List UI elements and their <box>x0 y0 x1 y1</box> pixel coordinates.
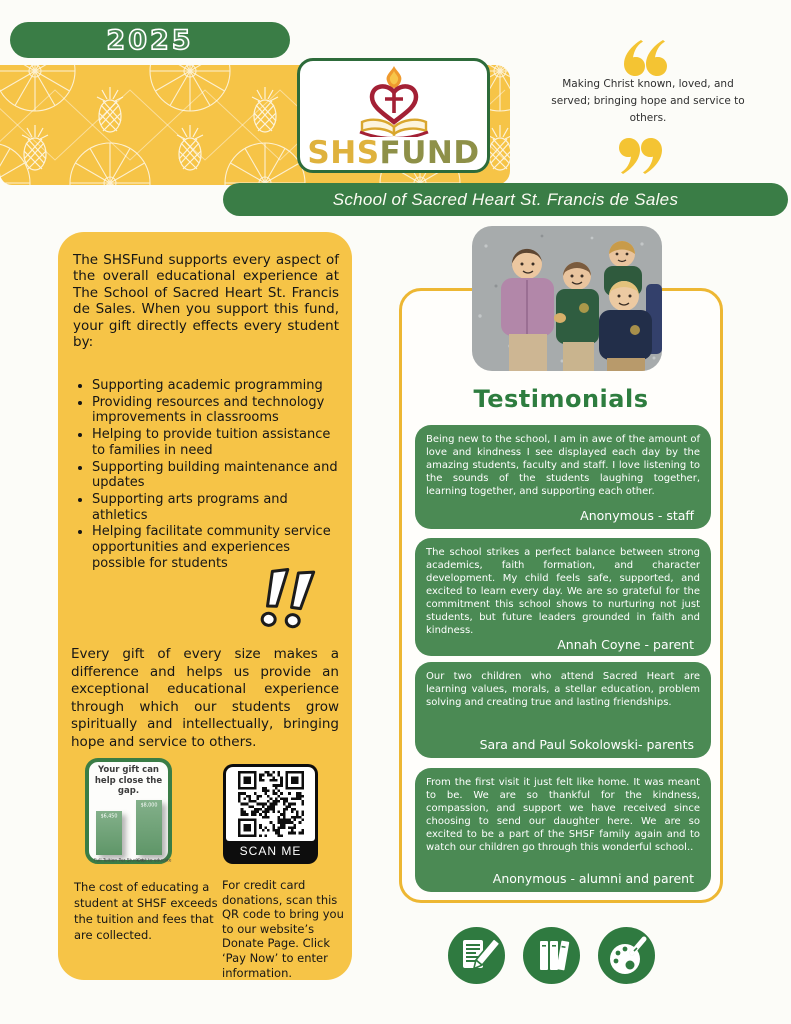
brand-wordmark <box>307 135 480 171</box>
testimonial-quote: The school strikes a perfect balance between strong academics, faith formation, and character development. My child feels safe, supported, and excited to learn every day. We are so grateful for the commitment this school shows to nurturing not just students, but future leaders grounded in faith and kindness. <box>426 547 700 636</box>
brand-fund: FUND <box>379 135 480 171</box>
list-item: • Supporting arts programs and athletics <box>92 492 340 523</box>
list-item: • Providing resources and technology improvements in classrooms <box>92 395 340 426</box>
year-text: 2025 <box>106 24 194 56</box>
palette-brush-glyph <box>598 927 655 984</box>
scan-me-label: SCAN ME <box>239 844 302 858</box>
list-item: • Helping facilitate community service opportunities and experiences possible for students <box>92 524 340 571</box>
chart-bars <box>92 798 165 855</box>
open-quote-icon <box>622 40 668 78</box>
list-item: • Supporting building maintenance and updates <box>92 460 340 491</box>
books-icon <box>523 927 580 984</box>
testimonial-card <box>415 662 711 758</box>
list-item: • Supporting academic programming <box>92 378 340 394</box>
bar-value-label: $8,000 <box>140 802 157 809</box>
testimonial-attribution: Anonymous - alumni and parent <box>492 871 694 886</box>
art-palette-icon <box>598 927 655 984</box>
brand-shs: SHS <box>307 135 380 171</box>
students-photo <box>472 226 662 371</box>
exclamation-doodle-icon <box>256 568 322 640</box>
fund-info-panel <box>58 232 352 980</box>
category-label: Full Tuition Per Student <box>93 857 144 863</box>
testimonials-panel <box>399 288 723 903</box>
testimonial-attribution: Sara and Paul Sokolowski- parents <box>479 737 694 752</box>
qr-pattern-area <box>226 767 315 841</box>
category-label: Cost to educate <box>136 857 171 863</box>
qr-instructions: For credit card donations, scan this QR code to bring you to our website’s Donate Page. Click ‘Pay Now’ to enter information. <box>222 878 344 980</box>
bar-cost-to-educate <box>136 800 162 855</box>
paper-pencil-glyph <box>448 927 505 984</box>
mission-quote: Making Christ known, loved, and served; bringing hope and service to others. <box>551 78 745 124</box>
qr-pattern-icon <box>238 771 304 837</box>
chart-category-labels <box>92 857 171 864</box>
close-quote-icon <box>618 136 664 174</box>
writing-icon <box>448 927 505 984</box>
testimonial-card <box>415 768 711 892</box>
benefits-list <box>78 378 340 573</box>
shsfund-logo-card <box>297 58 490 173</box>
testimonial-quote: Being new to the school, I am in awe of the amount of love and kindness I see displayed each day by the amazing students, faculty and staff. I love listening to the sounds of the students laughing together, learning together, and supporting each other. <box>426 434 700 497</box>
year-banner <box>10 22 290 58</box>
chart-title: Your gift can help close the gap. <box>94 765 163 797</box>
testimonial-quote: Our two children who attend Sacred Heart are learning values, morals, a stellar education, problem solving and creating true and lasting friendships. <box>426 671 700 708</box>
bar-value-label: $6,450 <box>100 813 117 820</box>
donation-qr-code <box>223 764 318 864</box>
testimonial-card <box>415 425 711 529</box>
testimonial-quote: From the first visit it just felt like home. It was meant to be. We are so thankful for the kindness, compassion, and support we have received since choosing to send our daughter here. We are so excited to be a part of the SHSF family again and to watch our children go through this wonderful school.. <box>426 777 700 853</box>
testimonial-attribution: Annah Coyne - parent <box>557 637 694 652</box>
books-glyph <box>523 927 580 984</box>
tuition-gap-chart <box>85 758 172 864</box>
school-name-text: School of Sacred Heart St. Francis de Sales <box>332 189 679 209</box>
intro-paragraph: The SHSFund supports every aspect of the overall educational experience at The School of Sacred Heart St. Francis de Sales. When you support this fund, your gift directly effects every student by: <box>73 252 339 351</box>
sacred-heart-logo-icon <box>344 65 444 137</box>
testimonial-attribution: Anonymous - staff <box>580 508 694 523</box>
impact-paragraph: Every gift of every size makes a difference and helps us provide an exceptional educational experience through which our students grow spiritually and intellectually, bringing hope and service to others. <box>71 646 339 750</box>
cost-note: The cost of educating a student at SHSF exceeds the tuition and fees that are collected. <box>74 880 218 942</box>
list-item: • Helping to provide tuition assistance to families in need <box>92 427 340 458</box>
bar-full-tuition <box>96 811 122 855</box>
students-photo-illustration <box>472 226 662 371</box>
school-name-banner <box>223 183 788 216</box>
testimonial-card <box>415 538 711 656</box>
testimonials-heading: Testimonials <box>473 385 649 413</box>
